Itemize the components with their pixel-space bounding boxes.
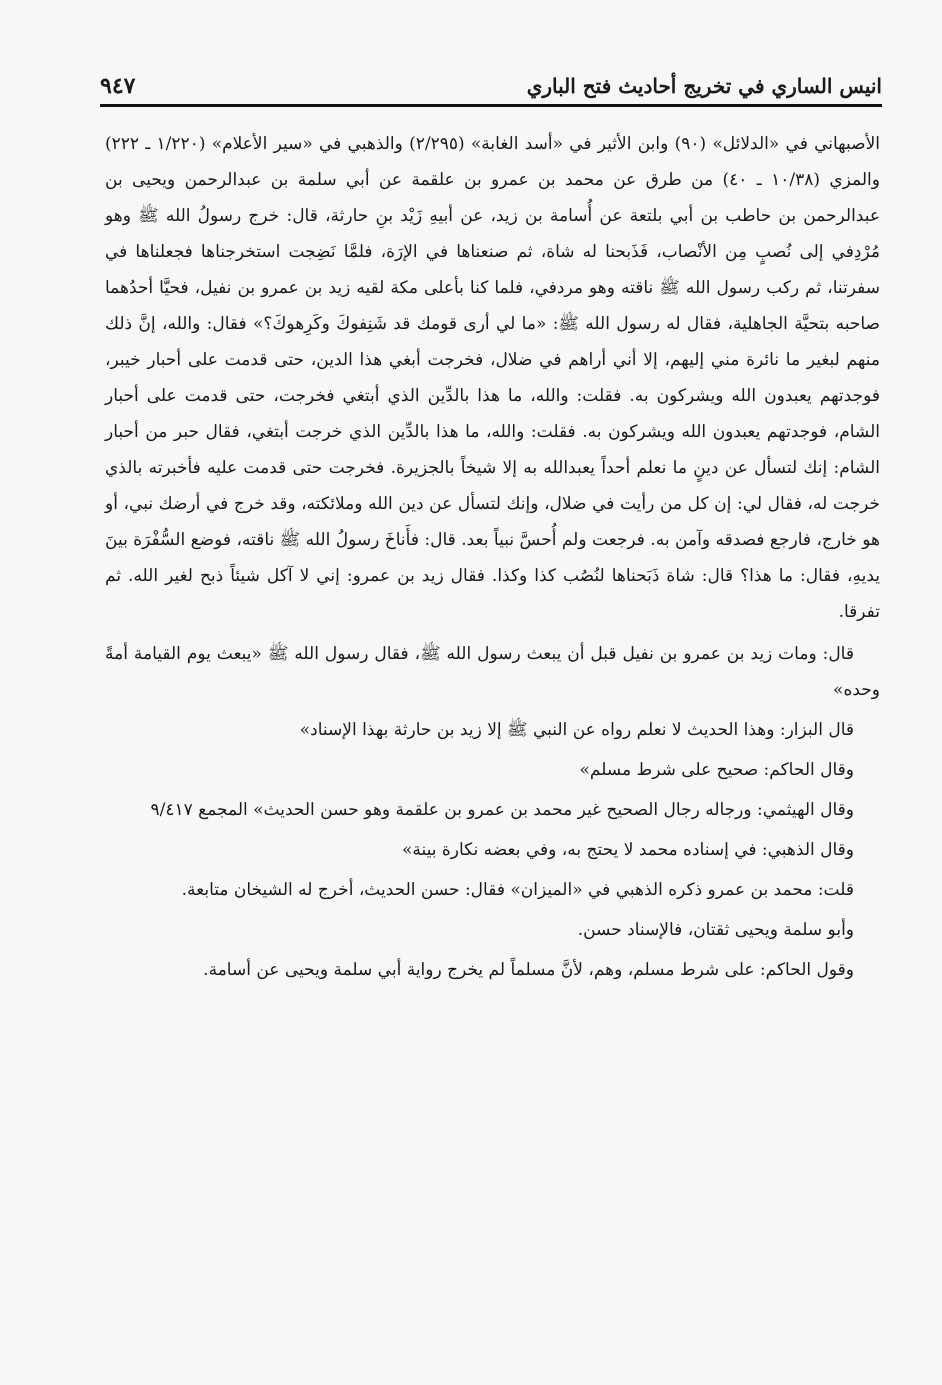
paragraph-hadith-text: الأصبهاني في «الدلائل» (٩٠) وابن الأثير في «أسد الغابة» (٢/٢٩٥) والذهبي في «سير الأعلام» (١/٢٢٠ ـ ٢٢٢) والمزي (١٠/٣٨ ـ ٤٠) من طرق عن محمد بن عمرو بن علقمة عن أبي سلمة بن عبدالرحمن ويحيى بن عبدالرحمن بن حاطب بن أبي بلتعة عن أُسامة بن زيد، عن أبيهِ زَيْد بنِ حارثة، قال: خرج رسولُ الله ﷺ وهو مُرْدِفي إلى نُصبٍ مِن الأنْصاب، فَذَبحنا له شاة، ثم صنعناها في الإرَة، فلمَّا نَضِجت استخرجناها فجعلناها في سفرتنا، ثم ركب رسول الله ﷺ ناقته وهو مردفي، فلما كنا بأعلى مكة لقيه زيد بن عمرو بن نفيل، فحيَّا أحدُهما صاحبه بتحيَّة الجاهلية، فقال له رسول الله ﷺ: «ما لي أرى قومك قد شَنِفوكَ وكَرِهوكَ؟» فقال: والله، إنَّ ذلك منهم لبغير ما نائرة مني إليهم، إلا أني أراهم في ضلال، فخرجت أبغي هذا الدين، حتى قدمت على أحبار خيبر، فوجدتهم يعبدون الله ويشركون به. فقلت: والله، ما هذا بالدِّين الذي أبتغي فخرجت، حتى قدمت على أحبار الشام، فوجدتهم يعبدون الله ويشركون به. فقلت: والله، ما هذا بالدِّين الذي خرجت أبتغي، فقال حبر من أحبار الشام: إنك لتسأل عن دينٍ ما نعلم أحداً يعبدالله به إلا شيخاً بالجزيرة. فخرجت حتى قدمت عليه فأخبرته بالذي خرجت له، فقال لي: إن كل من رأيت في ضلال، وإنك لتسأل عن دين الله وملائكته، وقد خرج في أرضك نبي، أو هو خارج، فارجع فصدقه وآمن به. فرجعت ولم أُحسَّ نبياً بعد. قال: فأَناخَ رسولُ الله ﷺ ناقته، فوضع السُّفْرَة بينَ يديهِ، فقال: ما هذا؟ قال: شاة ذَبَحناها لنُصُب كذا وكذا. فقال زيد بن عمرو: إني لا آكل شيئاً ذبح لغير الله. ثم تفرقا. xyxy=(105,134,880,622)
page-header xyxy=(100,66,882,100)
paragraph-dhahabi: وقال الذهبي: في إسناده محمد لا يحتج به، وفي بعضه نكارة بينة» xyxy=(401,840,854,860)
body-text xyxy=(105,126,880,992)
paragraph-isnad-grade: وأبو سلمة ويحيى ثقتان، فالإسناد حسن. xyxy=(577,920,854,940)
header-rule xyxy=(100,104,882,107)
paragraph-hakim-critique: وقول الحاكم: على شرط مسلم، وهم، لأنَّ مسلماً لم يخرج رواية أبي سلمة ويحيى عن أسامة. xyxy=(203,960,854,980)
paragraph-author-note: قلت: محمد بن عمرو ذكره الذهبي في «الميزان» فقال: حسن الحديث، أخرج له الشيخان متابعة. xyxy=(181,880,854,900)
paragraph-bazzar: قال البزار: وهذا الحديث لا نعلم رواه عن النبي ﷺ إلا زيد بن حارثة بهذا الإسناد» xyxy=(299,720,854,740)
paragraph-hakim: وقال الحاكم: صحيح على شرط مسلم» xyxy=(579,760,854,780)
paragraph-death-of-zayd: قال: ومات زيد بن عمرو بن نفيل قبل أن يبعث رسول الله ﷺ، فقال رسول الله ﷺ «يبعث يوم القيامة أمةً وحده» xyxy=(105,644,880,700)
running-title: انيس الساري في تخريج أحاديث فتح الباري xyxy=(526,74,882,98)
page-number: ٩٤٧ xyxy=(100,73,136,99)
paragraph-haythami: وقال الهيثمي: ورجاله رجال الصحيح غير محمد بن عمرو بن علقمة وهو حسن الحديث» المجمع ٩/٤١٧ xyxy=(150,800,854,820)
